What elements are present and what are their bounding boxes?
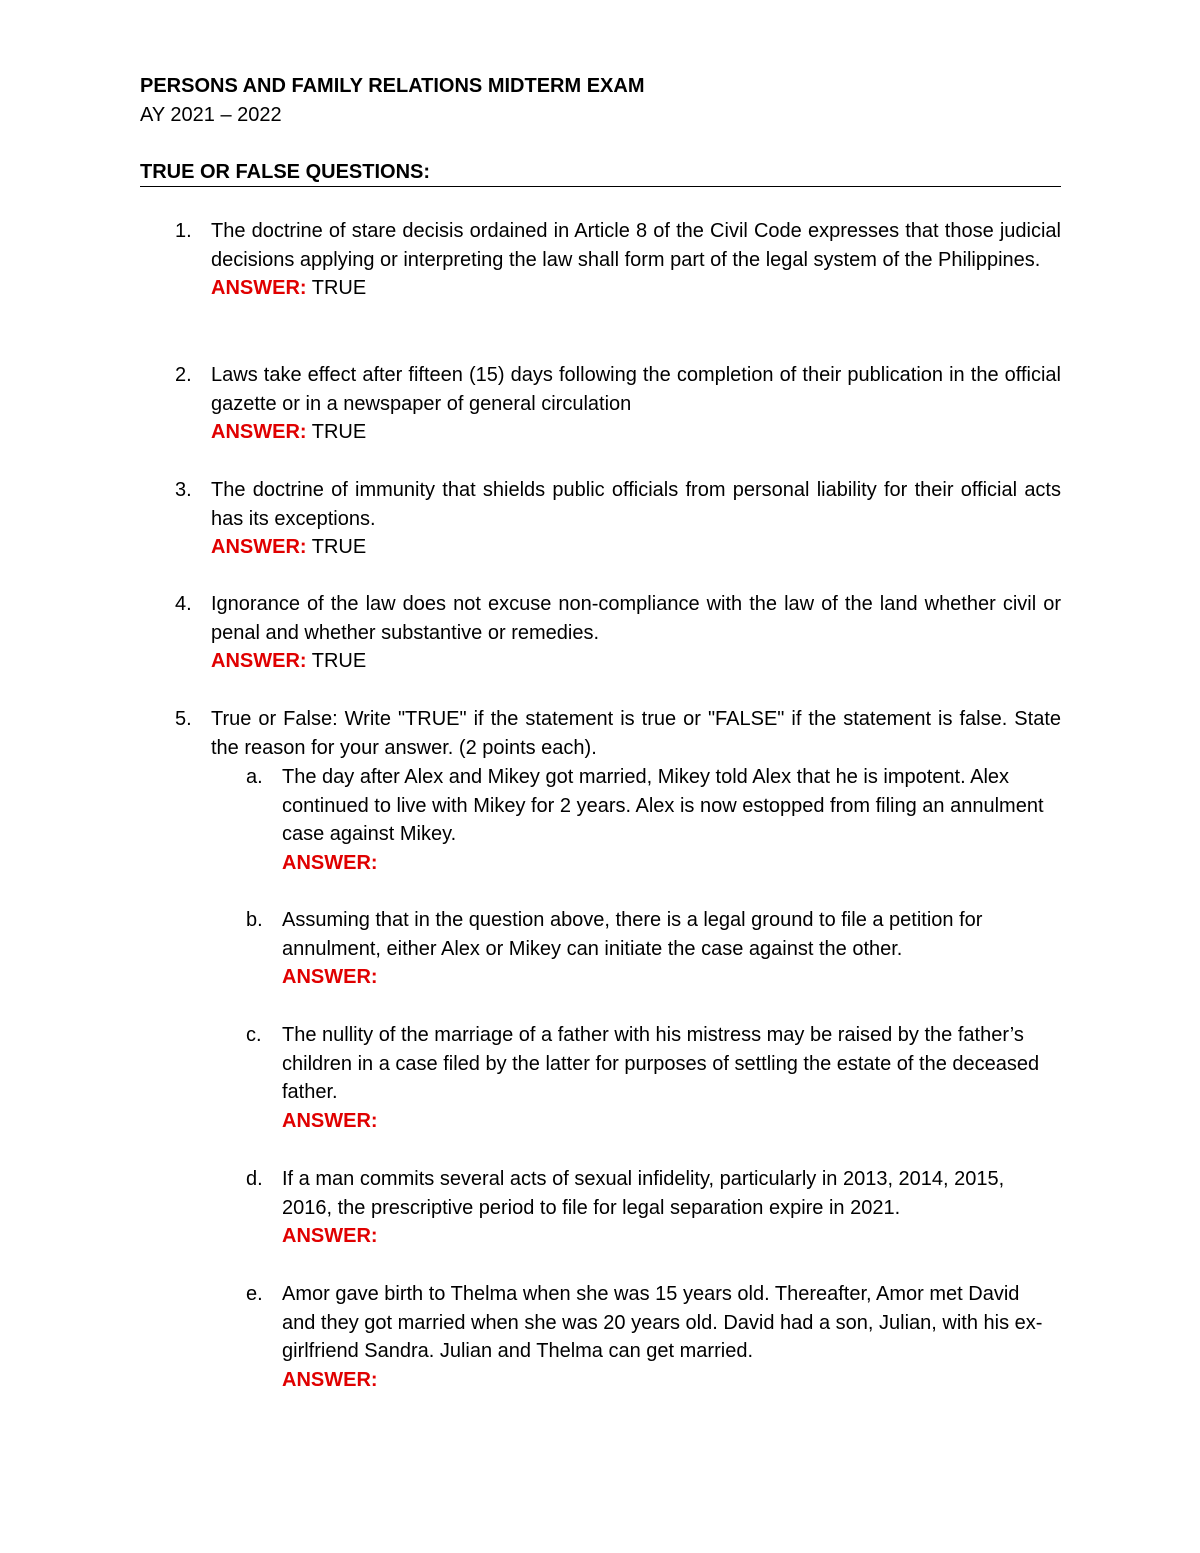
exam-title: PERSONS AND FAMILY RELATIONS MIDTERM EXAM (140, 75, 645, 97)
section-heading: TRUE OR FALSE QUESTIONS: (140, 161, 431, 183)
sub-question-c (140, 1021, 1061, 1136)
answer-value: TRUE (311, 277, 367, 300)
answer-label: ANSWER: (282, 1110, 378, 1133)
question-1 (140, 217, 1061, 303)
question-5 (140, 705, 1061, 762)
answer-label: ANSWER: (282, 1369, 378, 1392)
sub-question-e (140, 1280, 1061, 1395)
answer-value: TRUE (311, 421, 367, 444)
answer-label: ANSWER: (282, 966, 378, 989)
sub-question-text: Assuming that in the question above, there is a legal ground to file a petition for annulment, either Alex or Mikey can initiate the case against the other. (282, 909, 983, 960)
question-3 (140, 476, 1061, 562)
answer-label: ANSWER: (282, 1225, 378, 1248)
question-text: True or False: Write "TRUE" if the statement is true or "FALSE" if the statement is false. State the reason for your answer. (2 points each). (211, 708, 1061, 759)
answer-label: ANSWER: (211, 650, 307, 673)
question-number: 3. (175, 479, 192, 501)
question-number: 1. (175, 220, 192, 242)
sub-question-letter: b. (246, 909, 263, 931)
answer-label: ANSWER: (211, 277, 307, 300)
sub-question-text: If a man commits several acts of sexual infidelity, particularly in 2013, 2014, 2015, 2016, the prescriptive period to file for legal separation expire in 2021. (282, 1168, 1005, 1219)
answer-line (211, 418, 1061, 447)
question-text: Ignorance of the law does not excuse non-compliance with the law of the land whether civil or penal and whether substantive or remedies. (211, 593, 1061, 644)
sub-question-letter: d. (246, 1168, 263, 1190)
question-number: 4. (175, 593, 192, 615)
sub-question-a (140, 763, 1061, 878)
sub-question-letter: e. (246, 1283, 263, 1305)
answer-label: ANSWER: (211, 536, 307, 559)
answer-value: TRUE (311, 536, 367, 559)
sub-question-letter: c. (246, 1024, 262, 1046)
answer-line (211, 533, 1061, 562)
answer-value: TRUE (311, 650, 367, 673)
question-text: Laws take effect after fifteen (15) days following the completion of their publication in the official gazette or in a newspaper of general circulation (211, 364, 1061, 415)
sub-question-text: The nullity of the marriage of a father with his mistress may be raised by the father’s children in a case filed by the latter for purposes of settling the estate of the deceased father. (282, 1024, 1040, 1104)
sub-question-text: The day after Alex and Mikey got married, Mikey told Alex that he is impotent. Alex continued to live with Mikey for 2 years. Alex is now estopped from filing an annulment case against Mikey. (282, 766, 1044, 846)
question-number: 5. (175, 708, 192, 730)
answer-label: ANSWER: (211, 421, 307, 444)
academic-year: AY 2021 – 2022 (140, 104, 282, 126)
question-text: The doctrine of immunity that shields public officials from personal liability for their official acts has its exceptions. (211, 479, 1061, 530)
answer-label: ANSWER: (282, 852, 378, 875)
question-2 (140, 361, 1061, 447)
sub-question-b (140, 906, 1061, 992)
answer-line (211, 647, 1061, 676)
answer-line (211, 274, 1061, 303)
sub-question-letter: a. (246, 766, 263, 788)
question-text: The doctrine of stare decisis ordained in Article 8 of the Civil Code expresses that those judicial decisions applying or interpreting the law shall form part of the legal system of the Philippines. (211, 220, 1061, 271)
heading-divider (140, 186, 1061, 187)
sub-question-d (140, 1165, 1061, 1251)
question-4 (140, 590, 1061, 676)
question-number: 2. (175, 364, 192, 386)
sub-question-text: Amor gave birth to Thelma when she was 15 years old. Thereafter, Amor met David and they got married when she was 20 years old. David had a son, Julian, with his ex-girlfriend Sandra. Julian and Thelma can get married. (282, 1283, 1043, 1363)
